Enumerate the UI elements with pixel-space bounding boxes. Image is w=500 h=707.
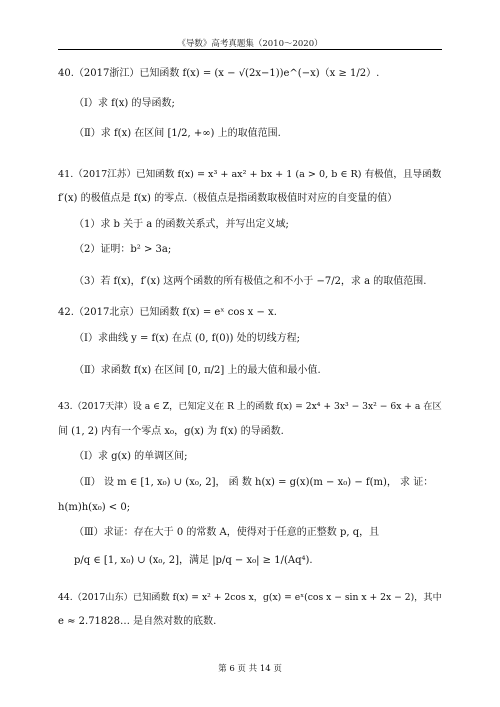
problem-line: （2）证明：b² > 3a;	[74, 244, 172, 255]
problem-line: （3）若 f(x)，f′(x) 这两个函数的所有极值之和不小于 −7/2，求 a 的取值范围.	[74, 276, 427, 287]
problem-line: （Ⅲ）求证：存在大于 0 的常数 A，使得对于任意的正整数 p, q，且	[74, 527, 380, 538]
problem-line: （Ⅰ）求 f(x) 的导函数;	[74, 98, 175, 109]
problem-line: （Ⅱ）求 f(x) 在区间 [1/2, +∞) 上的取值范围.	[74, 128, 281, 139]
problem-line: 42.（2017北京）已知函数 f(x) = eˣ cos x − x.	[58, 307, 277, 318]
page-footer: 第 6 页 共 14 页	[218, 664, 282, 674]
problem-line: h(m)h(x₀) < 0;	[58, 502, 131, 513]
problem-line: （Ⅱ）求函数 f(x) 在区间 [0, π/2] 上的最大值和最小值.	[74, 365, 321, 376]
header-rule	[58, 49, 442, 50]
problem-line: 40.（2017浙江）已知函数 f(x) = (x − √(2x−1))e^(−x)（x ≥ 1/2）.	[58, 68, 380, 79]
problem-line: 44.（2017山东）已知函数 f(x) = x² + 2cos x，g(x) = eˣ(cos x − sin x + 2x − 2)，其中	[58, 592, 442, 603]
problem-line: （1）求 b 关于 a 的函数关系式，并写出定义域;	[74, 219, 289, 230]
problem-line: （Ⅰ）求曲线 y = f(x) 在点 (0, f(0)) 处的切线方程;	[74, 333, 300, 344]
page-header: 《导数》高考真题集（2010～2020）	[177, 39, 323, 49]
problem-line: e ≈ 2.71828… 是自然对数的底数.	[58, 616, 217, 627]
problem-line: （Ⅰ）求 g(x) 的单调区间;	[74, 451, 188, 462]
problem-line: 间 (1, 2) 内有一个零点 x₀，g(x) 为 f(x) 的导函数.	[58, 426, 284, 437]
problem-line: 43.（2017天津）设 a ∈ Z，已知定义在 R 上的函数 f(x) = 2x⁴ + 3x³ − 3x² − 6x + a 在区	[58, 401, 442, 412]
problem-line: （Ⅱ） 设 m ∈ [1, x₀) ∪ (x₀, 2]， 函 数 h(x) = g(x)(m − x₀) − f(m)， 求 证：	[74, 477, 434, 488]
problem-line: 41.（2017江苏）已知函数 f(x) = x³ + ax² + bx + 1 (a > 0, b ∈ R) 有极值，且导函数	[58, 169, 442, 180]
problem-line: p/q ∈ [1, x₀) ∪ (x₀, 2]，满足 |p/q − x₀| ≥ 1/(Aq⁴).	[74, 555, 313, 566]
problem-line: f′(x) 的极值点是 f(x) 的零点.（极值点是指函数取极值时对应的自变量的值）	[58, 193, 398, 204]
